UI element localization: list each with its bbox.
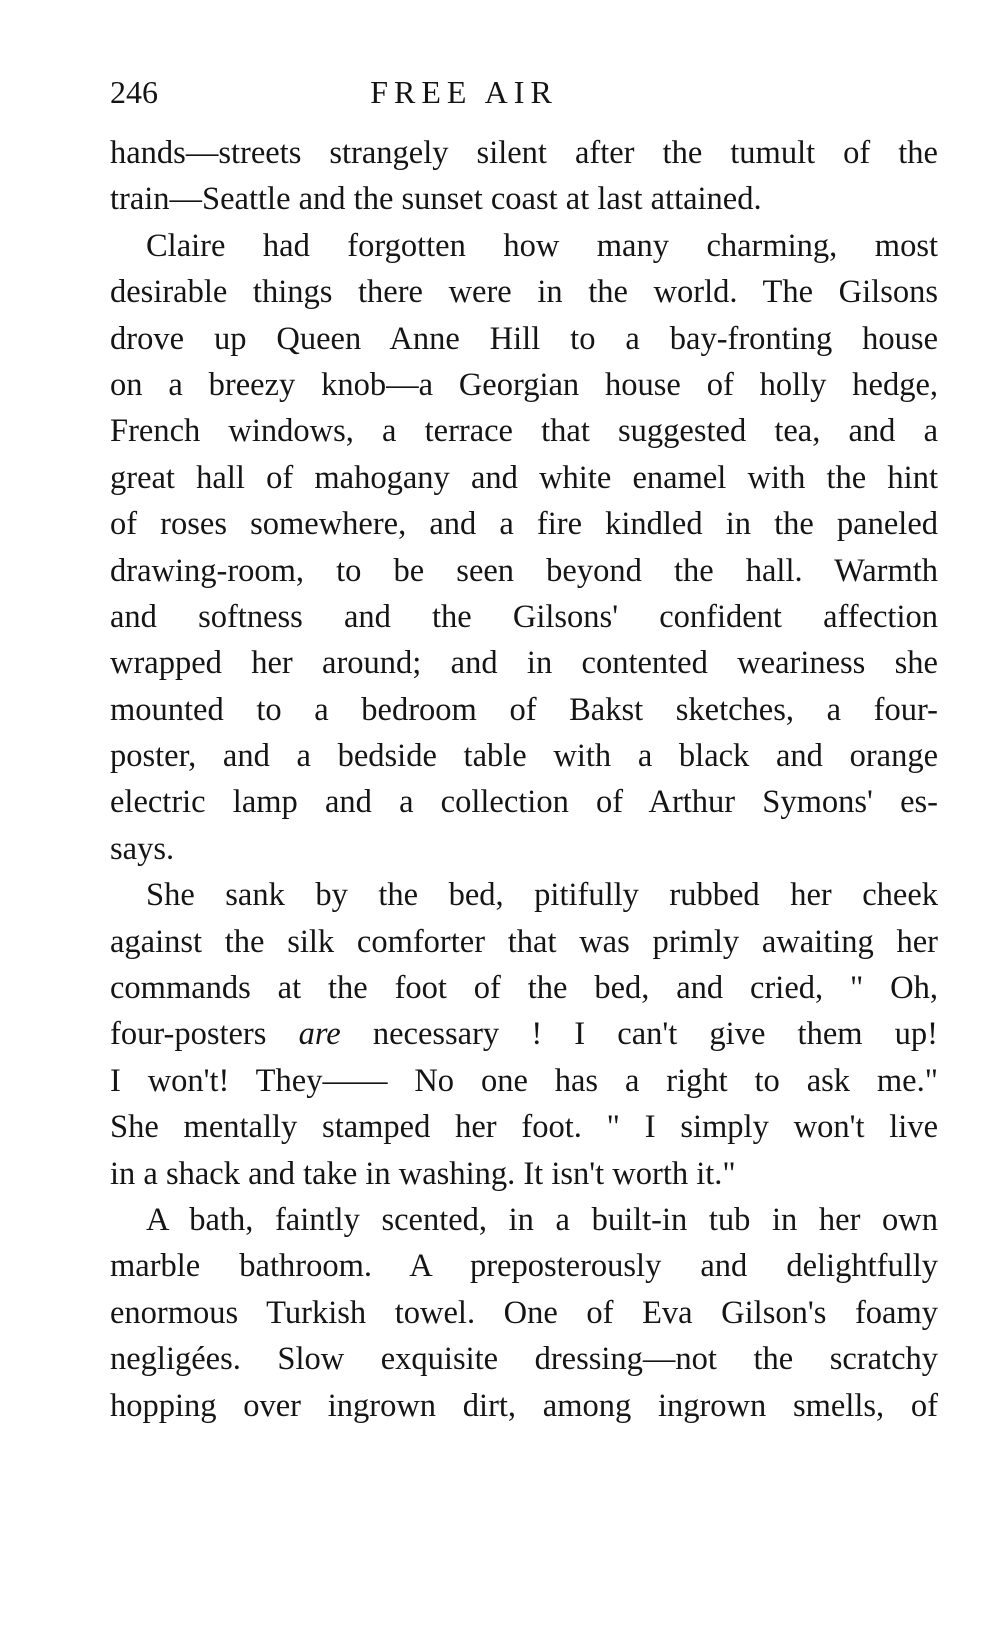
text-run: necessary ! I can't give them up! — [340, 1016, 939, 1053]
text-line: of roses somewhere, and a fire kindled in the paneled — [110, 506, 938, 543]
text-line: She mentally stamped her foot. " I simply won't live — [110, 1109, 938, 1146]
text-line: enormous Turkish towel. One of Eva Gilson's foamy — [110, 1294, 938, 1331]
text-line: on a breezy knob—a Georgian house of holly hedge, — [110, 366, 938, 403]
text-line: I won't! They—— No one has a right to ask me." — [110, 1062, 938, 1099]
text-line: train—Seattle and the sunset coast at last attained. — [110, 181, 762, 218]
paragraph-2 — [110, 223, 938, 872]
paragraph-1 — [110, 130, 938, 223]
text-line: poster, and a bedside table with a black and orange — [110, 738, 938, 775]
text-line: and softness and the Gilsons' confident affection — [110, 598, 938, 635]
text-line: great hall of mahogany and white enamel with the hint — [110, 459, 938, 496]
text-line: wrapped her around; and in contented weariness she — [110, 645, 938, 682]
text-line: mounted to a bedroom of Bakst sketches, a four- — [110, 691, 938, 728]
text-line: electric lamp and a collection of Arthur Symons' es- — [110, 784, 938, 821]
body-text — [110, 130, 938, 1429]
paragraph-4 — [110, 1197, 938, 1429]
emphasized-word: are — [298, 1016, 341, 1053]
text-run: four-posters — [110, 1016, 299, 1053]
paragraph-3 — [110, 872, 938, 1197]
text-line: negligées. Slow exquisite dressing—not the scratchy — [110, 1341, 938, 1378]
running-title: FREE AIR — [370, 74, 558, 110]
text-line: hopping over ingrown dirt, among ingrown smells, of — [110, 1387, 938, 1424]
text-line: desirable things there were in the world. The Gilsons — [110, 274, 938, 311]
text-line: commands at the foot of the bed, and cried, " Oh, — [110, 970, 938, 1007]
text-line: She sank by the bed, pitifully rubbed her cheek — [146, 877, 938, 914]
page-number: 246 — [110, 74, 158, 110]
page-header — [110, 70, 938, 114]
text-line: hands—streets strangely silent after the tumult of the — [110, 135, 938, 171]
text-line-with-emphasis — [110, 1011, 938, 1057]
text-line: against the silk comforter that was primly awaiting her — [110, 923, 938, 960]
text-line: drove up Queen Anne Hill to a bay-fronting house — [110, 320, 938, 357]
text-line: A bath, faintly scented, in a built-in tub in her own — [146, 1201, 938, 1238]
text-line: Claire had forgotten how many charming, most — [146, 227, 938, 264]
text-line: marble bathroom. A preposterously and delightfully — [110, 1248, 938, 1285]
text-line: says. — [110, 830, 175, 867]
text-line: drawing-room, to be seen beyond the hall. Warmth — [110, 552, 938, 589]
text-line: French windows, a terrace that suggested tea, and a — [110, 413, 938, 450]
text-line: in a shack and take in washing. It isn't worth it." — [110, 1155, 736, 1192]
